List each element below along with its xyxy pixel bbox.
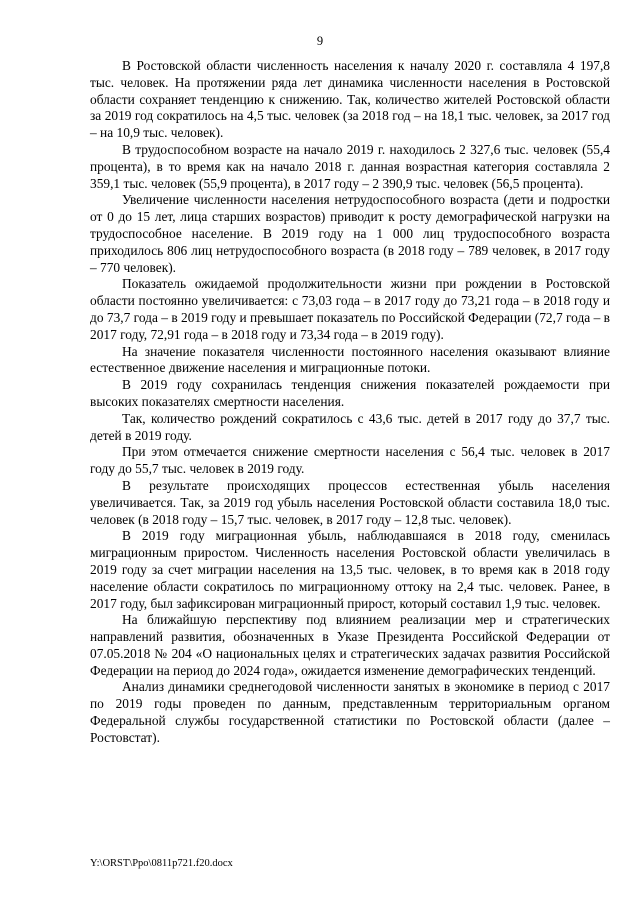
document-body xyxy=(90,58,610,747)
paragraph-dependency-load: Увеличение численности населения нетрудоспособного возраста (дети и подростки от 0 до 15 лет, лица старших возрастов) приводит к росту демографической нагрузки на трудоспособное население. В 2019 году на 1 000 лиц трудоспособного возраста приходилось 806 лиц нетрудоспособного возраста (в 2018 году – 789 человек, в 2017 году – 770 человек). xyxy=(90,192,610,275)
paragraph-working-age: В трудоспособном возрасте на начало 2019 г. находилось 2 327,6 тыс. человек (55,4 процента), в то время как на начало 2018 г. данная возрастная категория составляла 2 359,1 тыс. человек (55,9 процента), в 2017 году – 2 390,9 тыс. человек (56,5 процента). xyxy=(90,141,610,191)
footer-file-path: Y:\ORST\Ppo\0811p721.f20.docx xyxy=(90,858,233,869)
paragraph-employment-analysis: Анализ динамики среднегодовой численности занятых в экономике в период с 2017 по 2019 годы проведен по данным, представленным территориальным органом Федеральной службы государственной статистики по Ростовской области (далее – Ростовстат). xyxy=(90,679,610,745)
paragraph-migration: В 2019 году миграционная убыль, наблюдавшаяся в 2018 году, сменилась миграционным приростом. Численность населения Ростовской области увеличилась в 2019 году за счет миграции населения на 13,5 тыс. человек, в то время как в 2018 году население области сократилось по миграционному оттоку на 2,4 тыс. человек. Ранее, в 2017 году, был зафиксирован миграционный прирост, который составил 1,9 тыс. человек. xyxy=(90,528,610,611)
paragraph-births: Так, количество рождений сократилось с 43,6 тыс. детей в 2017 году до 37,7 тыс. детей в 2019 году. xyxy=(90,410,610,443)
paragraph-outlook: На ближайшую перспективу под влиянием реализации мер и стратегических направлений развития, обозначенных в Указе Президента Российской Федерации от 07.05.2018 № 204 «О национальных целях и стратегических задачах развития Российской Федерации на период до 2024 года», ожидается изменение демографических тенденций. xyxy=(90,612,610,678)
paragraph-birth-rate-trend: В 2019 году сохранилась тенденция снижения показателей рождаемости при высоких показателях смертности населения. xyxy=(90,377,610,409)
paragraph-life-expectancy: Показатель ожидаемой продолжительности жизни при рождении в Ростовской области постоянно увеличивается: с 73,03 года – в 2017 году до 73,21 года – в 2018 году и до 73,7 года – в 2019 году и превышает показатель по Российской Федерации (72,7 года – в 2017 году, 72,91 года – в 2018 году и 73,34 года – в 2019 году). xyxy=(90,276,610,342)
paragraph-deaths: При этом отмечается снижение смертности населения с 56,4 тыс. человек в 2017 году до 55,7 тыс. человек в 2019 году. xyxy=(90,444,610,477)
paragraph-population-factors: На значение показателя численности постоянного населения оказывают влияние естественное движение населения и миграционные потоки. xyxy=(90,343,610,376)
paragraph-natural-decline: В результате происходящих процессов естественная убыль населения увеличивается. Так, за 2019 год убыль населения Ростовской области составила 18,0 тыс. человек (в 2018 году – 15,7 тыс. человек, в 2017 году – 12,8 тыс. человек). xyxy=(90,477,610,527)
page-number: 9 xyxy=(316,34,324,48)
paragraph-population-2020: В Ростовской области численность населения к началу 2020 г. составляла 4 197,8 тыс. человек. На протяжении ряда лет динамика численности населения в Ростовской области сохраняет тенденцию к снижению. Так, количество жителей Ростовской области за 2019 год сократилось на 4,5 тыс. человек (за 2018 год – на 18,1 тыс. человек, за 2017 год – на 10,9 тыс. человек). xyxy=(90,58,610,141)
